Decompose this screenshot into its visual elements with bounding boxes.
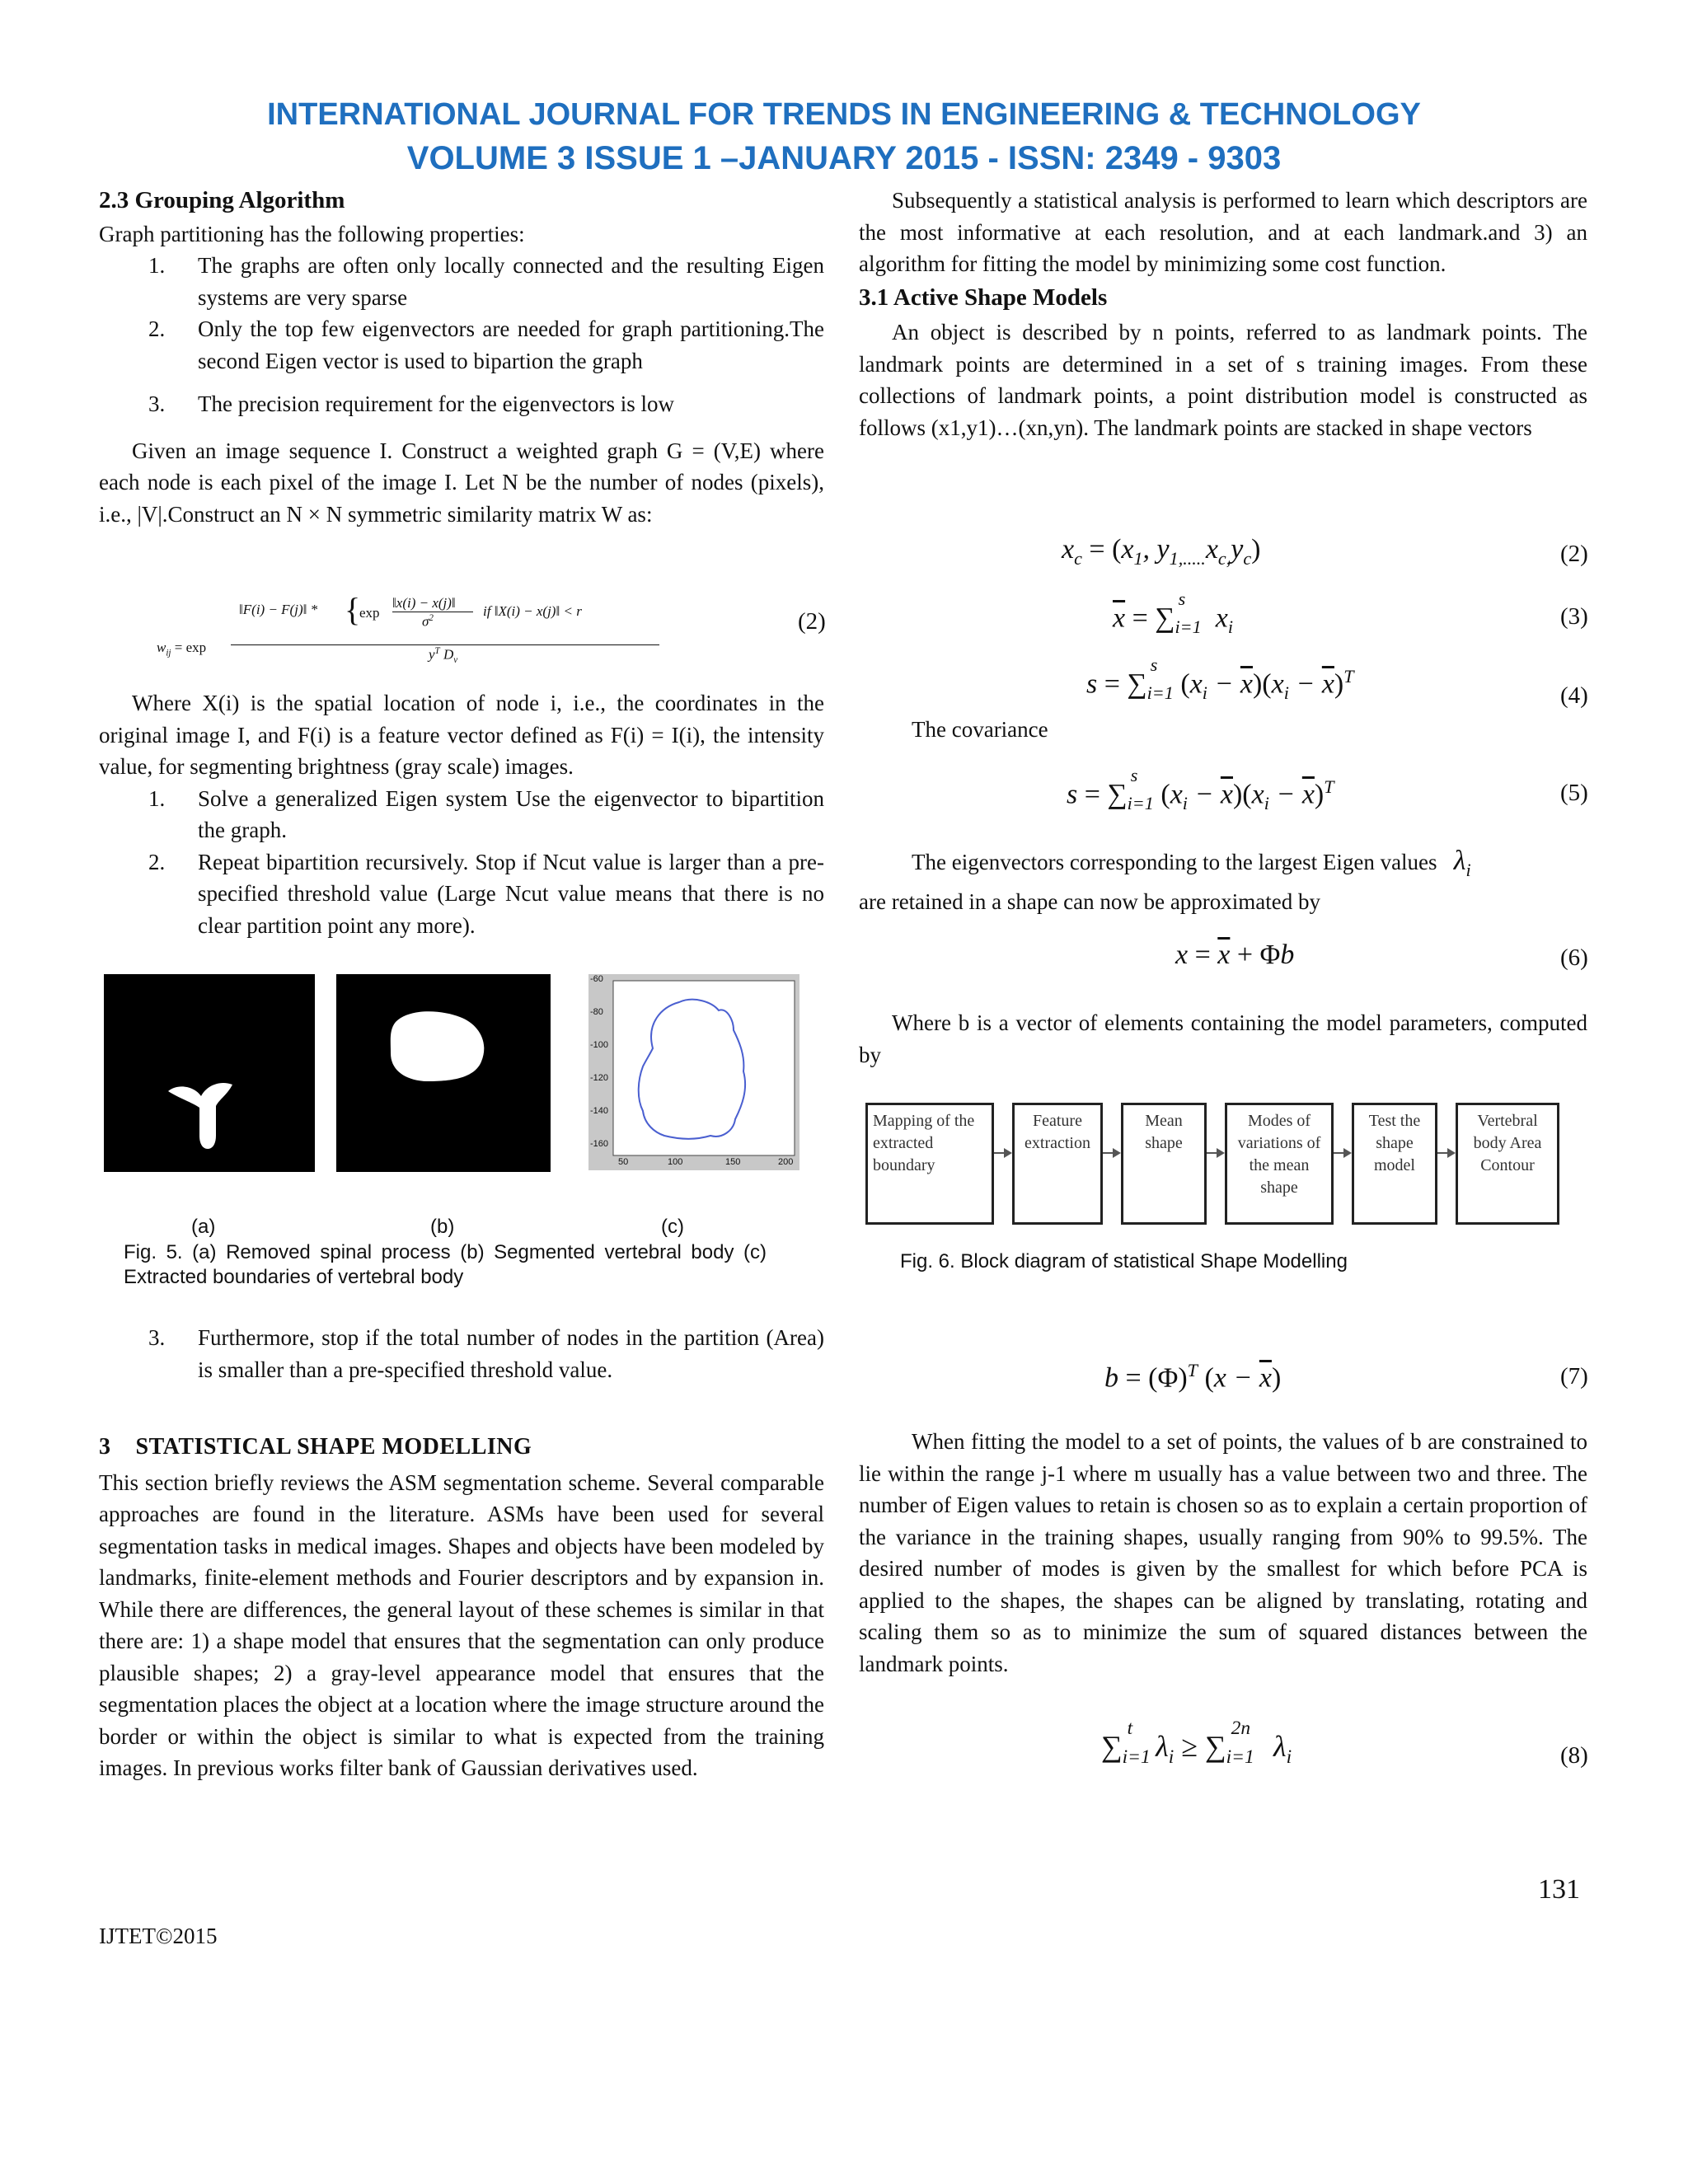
paragraph: The eigenvectors corresponding to the largest Eigen values $\lambda_i$ are retained in a shape can now be approximated by [859,846,1471,915]
paragraph: Where X(i) is the spatial location of node i, i.e., the coordinates in the original image I, and F(i) is a feature vector defined as F(i) = I(i), the intensity value, for segmenting brightness (gray scale) images. [99,691,824,779]
figure-label-a: (a) [191,1216,216,1238]
block-vertebral-contour: Vertebral body Area Contour [1456,1103,1559,1225]
right-column [859,185,1587,443]
figure-label-b: (b) [430,1216,455,1238]
paragraph: Subsequently a statistical analysis is performed to learn which descriptors are the most informative at each resolution, and at each landmark.and 3) an algorithm for fitting the model by minimizing some cost function. [859,188,1587,276]
x-tick: 50 [618,1157,629,1167]
equation-8: $\sum_{i=1}^t\lambda_i \ge \sum_{i=1}^{2n}\lambda_i$ [1101,1718,1292,1769]
equation-number: (5) [1560,780,1588,806]
block-feature-extraction: Feature extraction [1012,1103,1103,1225]
equation-number: (2) [1560,541,1588,567]
list-item: 3. The precision requirement for the eigenvectors is low [148,391,675,416]
spinal-process-shape [104,974,315,1172]
y-tick: -80 [590,1007,603,1017]
paragraph: Where b is a vector of elements containing the model parameters, computed by [859,1010,1587,1067]
left-column-3 [99,1322,824,1784]
figure-5-caption: Fig. 5. (a) Removed spinal process (b) Segmented vertebral body (c) Extracted boundaries of vertebral body [124,1241,767,1288]
equation-6: $x = \overline{x} + \Phi b$ [1175,940,1295,970]
x-tick: 200 [778,1157,794,1167]
equation-3: $\overline{x} = \sum_{i=1}^s$ $x_i$ [1113,588,1233,638]
y-tick: -60 [590,974,603,984]
figure-5b-image [336,974,551,1172]
x-tick: 100 [668,1157,683,1167]
paragraph: Given an image sequence I. Construct a weighted graph G = (V,E) where each node is each pixel of the image I. Let N be the number of nodes (pixels), i.e., |V|.Construct an N × N symmetric similarity matrix W as: [99,438,824,527]
y-tick: -160 [590,1139,609,1149]
equation-number: (6) [1560,944,1588,971]
page-number: 131 [1538,1874,1580,1905]
x-tick: 150 [725,1157,741,1167]
equation-5: $s = \sum_{i=1}^s(x_i - \overline{x})(x_i - \overline{x})^T$ [1067,765,1334,814]
list-item: 2. Repeat bipartition recursively. Stop if Ncut value is larger than a pre-specified threshold value (Large Ncut value means that there is no clear partition point any more). [148,849,824,938]
similarity-equation: ‖F(i) − F(j)‖ * { exp ‖x(i) − x(j)‖ $\sigma^2$ if ‖X(i) − x(j)‖ < r $w_{ij} = \exp$ $y^T$ $D_v$ [157,595,668,669]
equation-number: (3) [1560,603,1588,630]
paragraph: This section briefly reviews the ASM segmentation scheme. Several comparable approaches are found in the literature. ASMs have been used for several segmentation tasks in medical images. Shapes and objects have been modeled by landmarks, finite-element methods and Fourier descriptors and by expansion in. While there are differences, the general layout of these schemes is similar in that there are: 1) a shape model that ensures that the segmentation can only produce plausible shapes; 2) a gray-level appearance model that ensures that the segmentation places the object at a location where the image structure around the border or within the object is similar to what is expected from the training images. In previous works filter bank of Gaussian derivatives used. [99,1469,824,1780]
equation-7: $b = (\Phi)^T$ $(x - \overline{x})$ [1104,1360,1282,1394]
list-item: 3. Furthermore, stop if the total number of nodes in the partition (Area) is smaller than a pre-specified threshold value. [148,1325,824,1382]
equation-number: (4) [1560,682,1588,709]
paragraph: An object is described by n points, referred to as landmark points. The landmark points are determined in a set of s training images. From these collections of landmark points, a point distribution model is constructed as follows (x1,y1)…(xn,yn). The landmark points are stacked in shape vectors [859,320,1587,440]
figure-label-c: (c) [661,1216,684,1238]
left-column [99,185,824,530]
right-column-2 [859,846,1587,918]
equation-2: $x_c = (x_1$, $y_{1,.....}x_{c,}y_c$) [1062,534,1261,569]
figure-5a-image [104,974,315,1172]
equation-number: (8) [1560,1742,1588,1769]
list-item: 1. Solve a generalized Eigen system Use the eigenvector to bipartition the graph. [148,785,824,842]
journal-title: INTERNATIONAL JOURNAL FOR TRENDS IN ENGINEERING & TECHNOLOGY [267,97,1421,132]
list-item: 1. The graphs are often only locally connected and the resulting Eigen systems are very sparse [148,253,824,310]
copyright: IJTET©2015 [99,1924,218,1948]
block-mapping-boundary: Mapping of the extracted boundary [865,1103,994,1225]
y-tick: -140 [590,1106,609,1116]
block-modes-of-variation: Modes of variations of the mean shape [1225,1103,1334,1225]
right-column-3 [859,1007,1587,1071]
vertebral-body-shape [336,974,551,1172]
boundary-plot [588,974,799,1170]
equation-number: (7) [1560,1363,1588,1390]
paragraph: Graph partitioning has the following properties: [99,221,525,246]
section-heading-3: 3 STATISTICAL SHAPE MODELLING [99,1434,532,1460]
y-tick: -120 [590,1073,609,1083]
y-tick: -100 [590,1040,609,1050]
figure-5c-plot [588,974,799,1170]
equation-number: (2) [798,608,826,635]
paragraph: When fitting the model to a set of points, the values of b are constrained to lie within the range j-1 where m usually has a value between two and three. The number of Eigen values to retain is chosen so as to explain a certain proportion of the variance in the training shapes, usually ranging from 90% to 99.5%. The desired number of modes is given by the smallest for which before PCA is applied to the shapes, the shapes can be aligned by translating, rotating and scaling them so as to minimize the sum of squared distances between the landmark points. [859,1429,1587,1676]
left-column-2 [99,687,824,941]
section-heading-2-3: 2.3 Grouping Algorithm [99,187,345,213]
block-test-shape-model: Test the shape model [1352,1103,1437,1225]
equation-4: $s = \sum_{i=1}^s(x_i - \overline{x})(x_i - \overline{x})^T$ [1086,654,1354,704]
block-mean-shape: Mean shape [1121,1103,1207,1225]
section-heading-3-1: 3.1 Active Shape Models [859,284,1108,311]
figure-6-caption: Fig. 6. Block diagram of statistical Shape Modelling [900,1250,1348,1272]
journal-volume: VOLUME 3 ISSUE 1 –JANUARY 2015 - ISSN: 2349 - 9303 [406,140,1282,176]
right-column-4 [859,1426,1587,1680]
list-item: 2. Only the top few eigenvectors are needed for graph partitioning.The second Eigen vector is used to bipartion the graph [148,316,824,373]
covariance-label: The covariance [912,717,1048,742]
